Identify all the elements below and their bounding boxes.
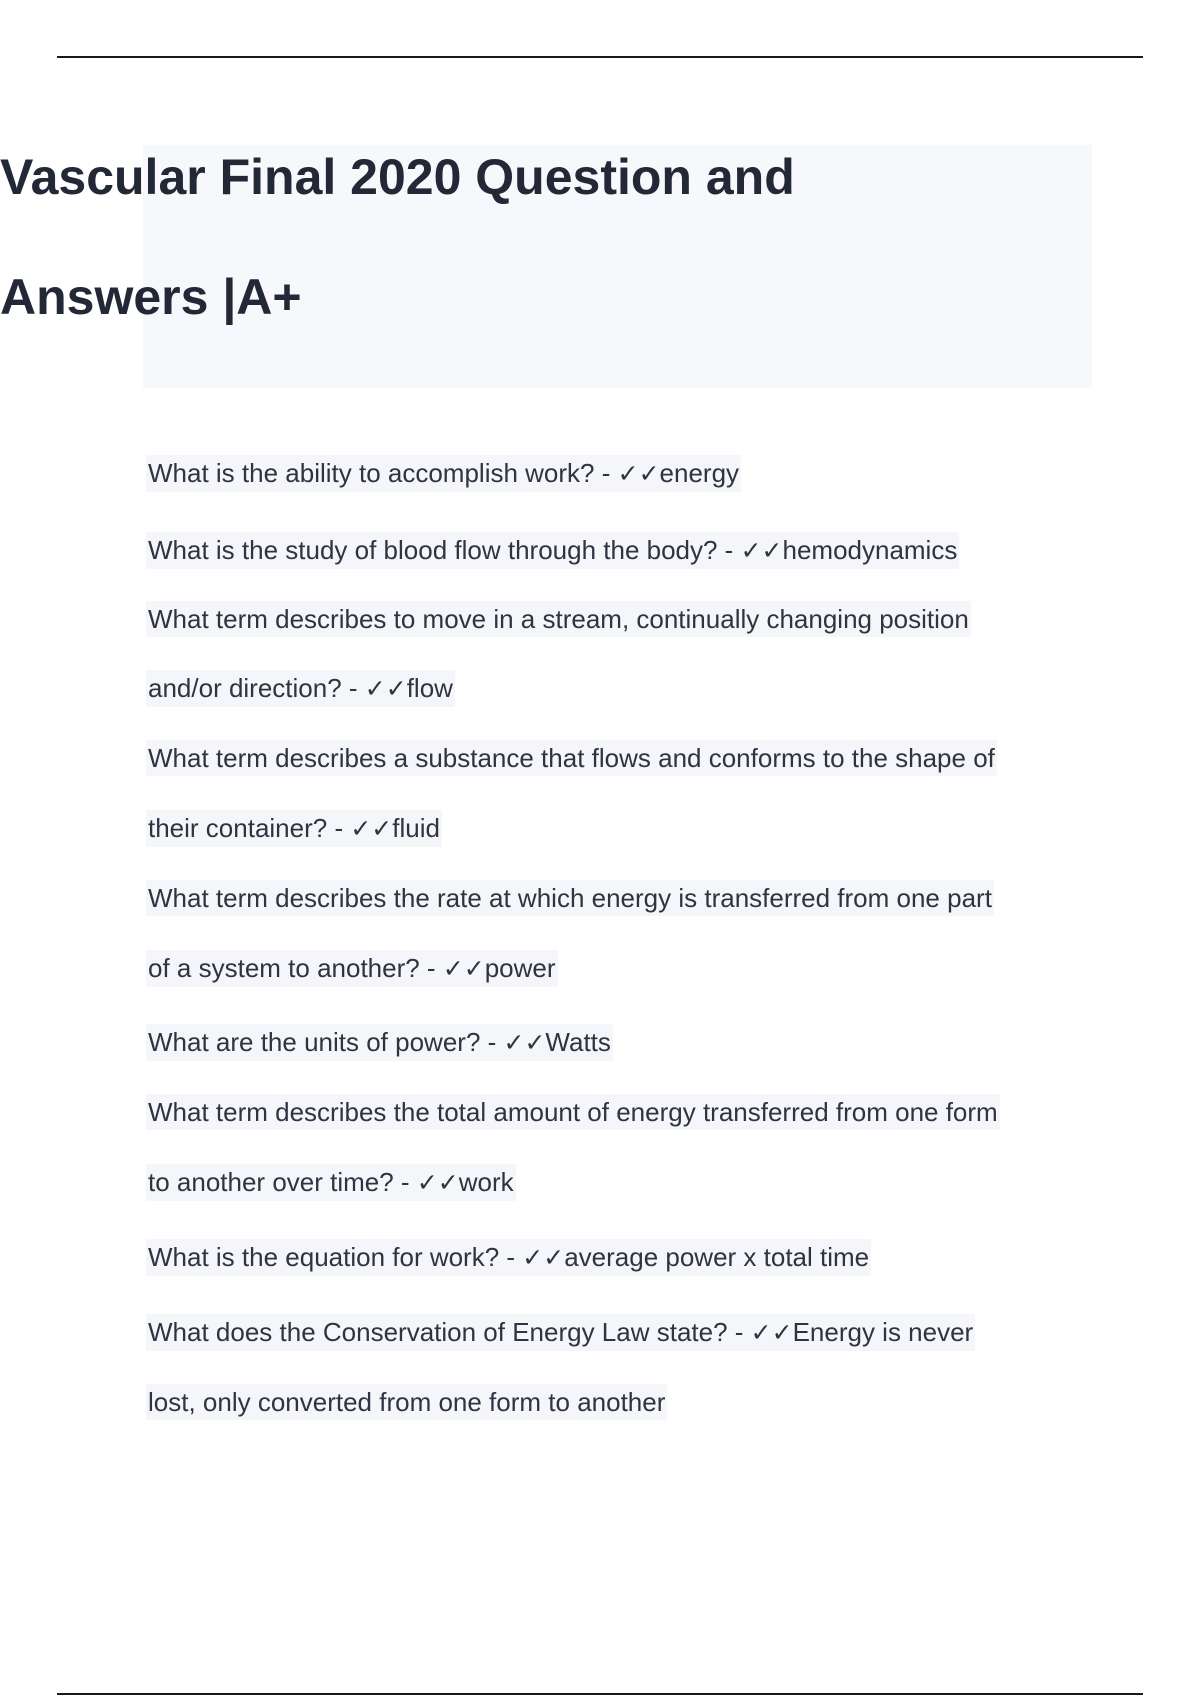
answer-text: work [458, 1167, 514, 1197]
top-rule [57, 56, 1143, 58]
answer-text: power [484, 953, 556, 983]
answer-text: flow [406, 673, 453, 703]
qa-line [146, 1314, 975, 1351]
answer-text: fluid [392, 813, 440, 843]
qa-line [146, 1384, 667, 1420]
qa-line [146, 950, 558, 987]
question-text: What does the Conservation of Energy Law state? - [148, 1317, 751, 1347]
qa-line [146, 810, 442, 847]
question-text: lost, only converted from one form to another [148, 1387, 666, 1417]
answer-text: average power x total time [564, 1242, 870, 1272]
question-text: to another over time? - [148, 1167, 417, 1197]
question-text: What is the equation for work? - [148, 1242, 523, 1272]
check-mark-icon: ✓✓ [442, 954, 485, 983]
check-mark-icon: ✓✓ [503, 1028, 546, 1057]
qa-line [146, 670, 455, 707]
document-title-line-2: Answers |A+ [0, 269, 302, 325]
question-text: What are the units of power? - [148, 1027, 504, 1057]
question-text: What is the study of blood flow through the body? - [148, 535, 741, 565]
answer-text: hemodynamics [782, 535, 958, 565]
check-mark-icon: ✓✓ [740, 536, 783, 565]
check-mark-icon: ✓✓ [364, 674, 407, 703]
qa-line [146, 1024, 613, 1061]
qa-line [146, 1164, 516, 1201]
check-mark-icon: ✓✓ [522, 1243, 565, 1272]
qa-line [146, 455, 741, 492]
check-mark-icon: ✓✓ [416, 1168, 459, 1197]
answer-text: Energy is never [792, 1317, 974, 1347]
qa-line [146, 1239, 871, 1276]
check-mark-icon: ✓✓ [350, 814, 393, 843]
question-text: What term describes the rate at which energy is transferred from one part [148, 883, 992, 913]
question-text: What term describes to move in a stream, continually changing position [148, 604, 969, 634]
answer-text: energy [659, 458, 740, 488]
bottom-rule [57, 1693, 1143, 1695]
question-text: What term describes the total amount of energy transferred from one form [148, 1097, 998, 1127]
qa-line [146, 601, 971, 637]
qa-line [146, 1094, 1000, 1130]
question-text: their container? - [148, 813, 351, 843]
question-text: What is the ability to accomplish work? - [148, 458, 618, 488]
qa-line [146, 532, 959, 569]
check-mark-icon: ✓✓ [617, 459, 660, 488]
question-text: What term describes a substance that flows and conforms to the shape of [148, 743, 995, 773]
qa-line [146, 740, 997, 776]
answer-text: Watts [545, 1027, 611, 1057]
document-title-line-1: Vascular Final 2020 Question and [0, 149, 795, 205]
qa-line [146, 880, 994, 916]
check-mark-icon: ✓✓ [750, 1318, 793, 1347]
question-text: and/or direction? - [148, 673, 365, 703]
question-text: of a system to another? - [148, 953, 443, 983]
